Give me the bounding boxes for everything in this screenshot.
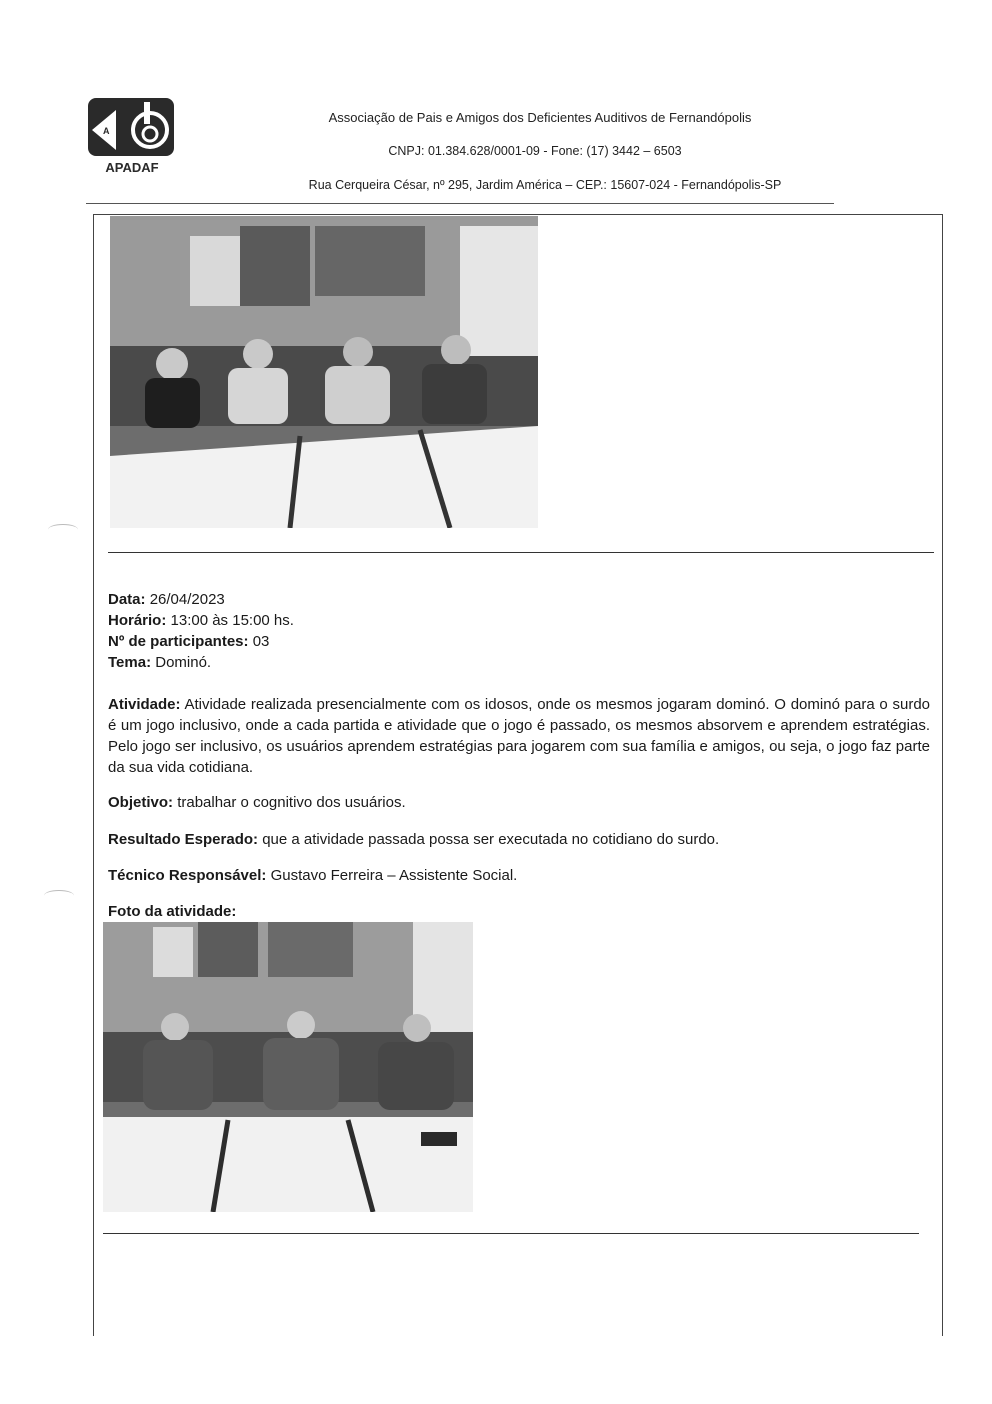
date-value: 26/04/2023 (149, 591, 225, 608)
frame-left-border (93, 214, 94, 1336)
frame-right-border (942, 214, 943, 1336)
expected-result-value: que a atividade passada possa ser executada no cotidiano do surdo. (262, 831, 720, 848)
date-line: Data: 26/04/2023 (108, 591, 225, 608)
activity-photo-bottom (103, 922, 473, 1212)
activity-paragraph (108, 694, 930, 778)
organization-title: Associação de Pais e Amigos dos Deficientes Auditivos de Fernandópolis (328, 110, 752, 125)
activity-label: Atividade: (108, 696, 181, 713)
organization-cnpj-phone: CNPJ: 01.384.628/0001-09 - Fone: (17) 3442 – 6503 (388, 144, 682, 158)
technician-value: Gustavo Ferreira – Assistente Social. (270, 867, 518, 884)
scan-mark (44, 890, 74, 901)
time-value: 13:00 às 15:00 hs. (170, 612, 294, 629)
apadaf-logo (86, 96, 178, 174)
section-divider-bottom (103, 1233, 919, 1234)
theme-line: Tema: Dominó. (108, 654, 212, 671)
theme-value: Dominó. (155, 654, 212, 671)
header-divider (86, 203, 834, 204)
participants-value: 03 (252, 633, 270, 650)
svg-text:A: A (103, 126, 110, 136)
objective-line: Objetivo: trabalhar o cognitivo dos usuários. (108, 794, 406, 811)
scan-mark (48, 524, 78, 535)
expected-result-line: Resultado Esperado: que a atividade passada possa ser executada no cotidiano do surdo. (108, 831, 720, 848)
activity-photo-top (110, 216, 538, 528)
frame-top-border (93, 214, 943, 215)
activity-text: Atividade realizada presencialmente com os idosos, onde os mesmos jogaram dominó. O dominó para o surdo é um jogo inclusivo, onde a cada partida e atividade que o jogo é passado, os mesmos absorvem e aprendem estratégias. Pelo jogo ser inclusivo, os usuários aprendem estratégias para jogarem com sua família e amigos, ou seja, o jogo faz parte da sua vida cotidiana. (108, 696, 930, 776)
organization-address: Rua Cerqueira César, nº 295, Jardim América – CEP.: 15607-024 - Fernandópolis-SP (308, 178, 782, 192)
objective-value: trabalhar o cognitivo dos usuários. (177, 794, 406, 811)
section-divider-top (108, 552, 934, 553)
technician-line: Técnico Responsável: Gustavo Ferreira – Assistente Social. (108, 867, 518, 884)
svg-text:APADAF: APADAF (105, 160, 159, 174)
photo-caption: Foto da atividade: (108, 903, 237, 920)
time-line: Horário: 13:00 às 15:00 hs. (108, 612, 294, 629)
participants-line: Nº de participantes: 03 (108, 633, 270, 650)
